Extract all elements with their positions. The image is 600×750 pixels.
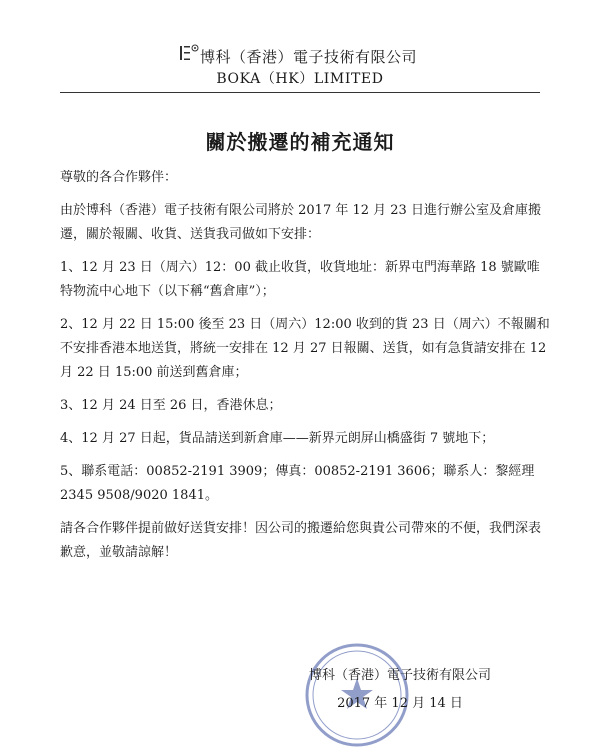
letterhead-company-cn: 博科（香港）電子技術有限公司 bbox=[200, 48, 418, 66]
notice-body bbox=[60, 166, 550, 574]
signature-date: 2017 年 12 月 14 日 bbox=[337, 696, 463, 711]
letterhead-divider bbox=[60, 92, 540, 93]
notice-item-4: 4、12 月 27 日起，貨品請送到新倉庫——新界元朗屏山橋盛街 7 號地下； bbox=[60, 431, 495, 446]
notice-item-3: 3、12 月 24 日至 26 日，香港休息； bbox=[60, 398, 282, 413]
notice-item-2: 2、12 月 22 日 15:00 後至 23 日（周六）12:00 收到的貨 23 日（周六）不報關和不安排香港本地送貨，將統一安排在 12 月 27 日報關、送貨，如有急貨請安排在 12 月 22 日 15:00 前送到舊倉庫； bbox=[60, 317, 550, 380]
boka-logo-icon bbox=[178, 42, 200, 64]
notice-item-5: 5、聯系電話：00852-2191 3909；傳真：00852-2191 3606；聯系人：黎經理 2345 9508/9020 1841。 bbox=[60, 464, 535, 503]
salutation: 尊敬的各合作夥伴： bbox=[60, 170, 178, 185]
closing-paragraph: 請各合作夥伴提前做好送貨安排！因公司的搬遷給您與貴公司帶來的不便，我們深表歉意，並敬請諒解！ bbox=[60, 521, 542, 560]
intro-paragraph: 由於博科（香港）電子技術有限公司將於 2017 年 12 月 23 日進行辦公室及倉庫搬遷，關於報關、收貨、送貨我司做如下安排： bbox=[60, 203, 541, 242]
letterhead-company-en: BOKA（HK）LIMITED bbox=[216, 71, 384, 87]
notice-item-1: 1、12 月 23 日（周六）12：00 截止收貨，收貨地址：新界屯門海華路 18 號歐唯特物流中心地下（以下稱“舊倉庫”）； bbox=[60, 260, 540, 299]
signature-block bbox=[290, 662, 510, 718]
signature-company: 博科（香港）電子技術有限公司 bbox=[308, 668, 491, 683]
notice-title: 關於搬遷的補充通知 bbox=[205, 130, 395, 154]
